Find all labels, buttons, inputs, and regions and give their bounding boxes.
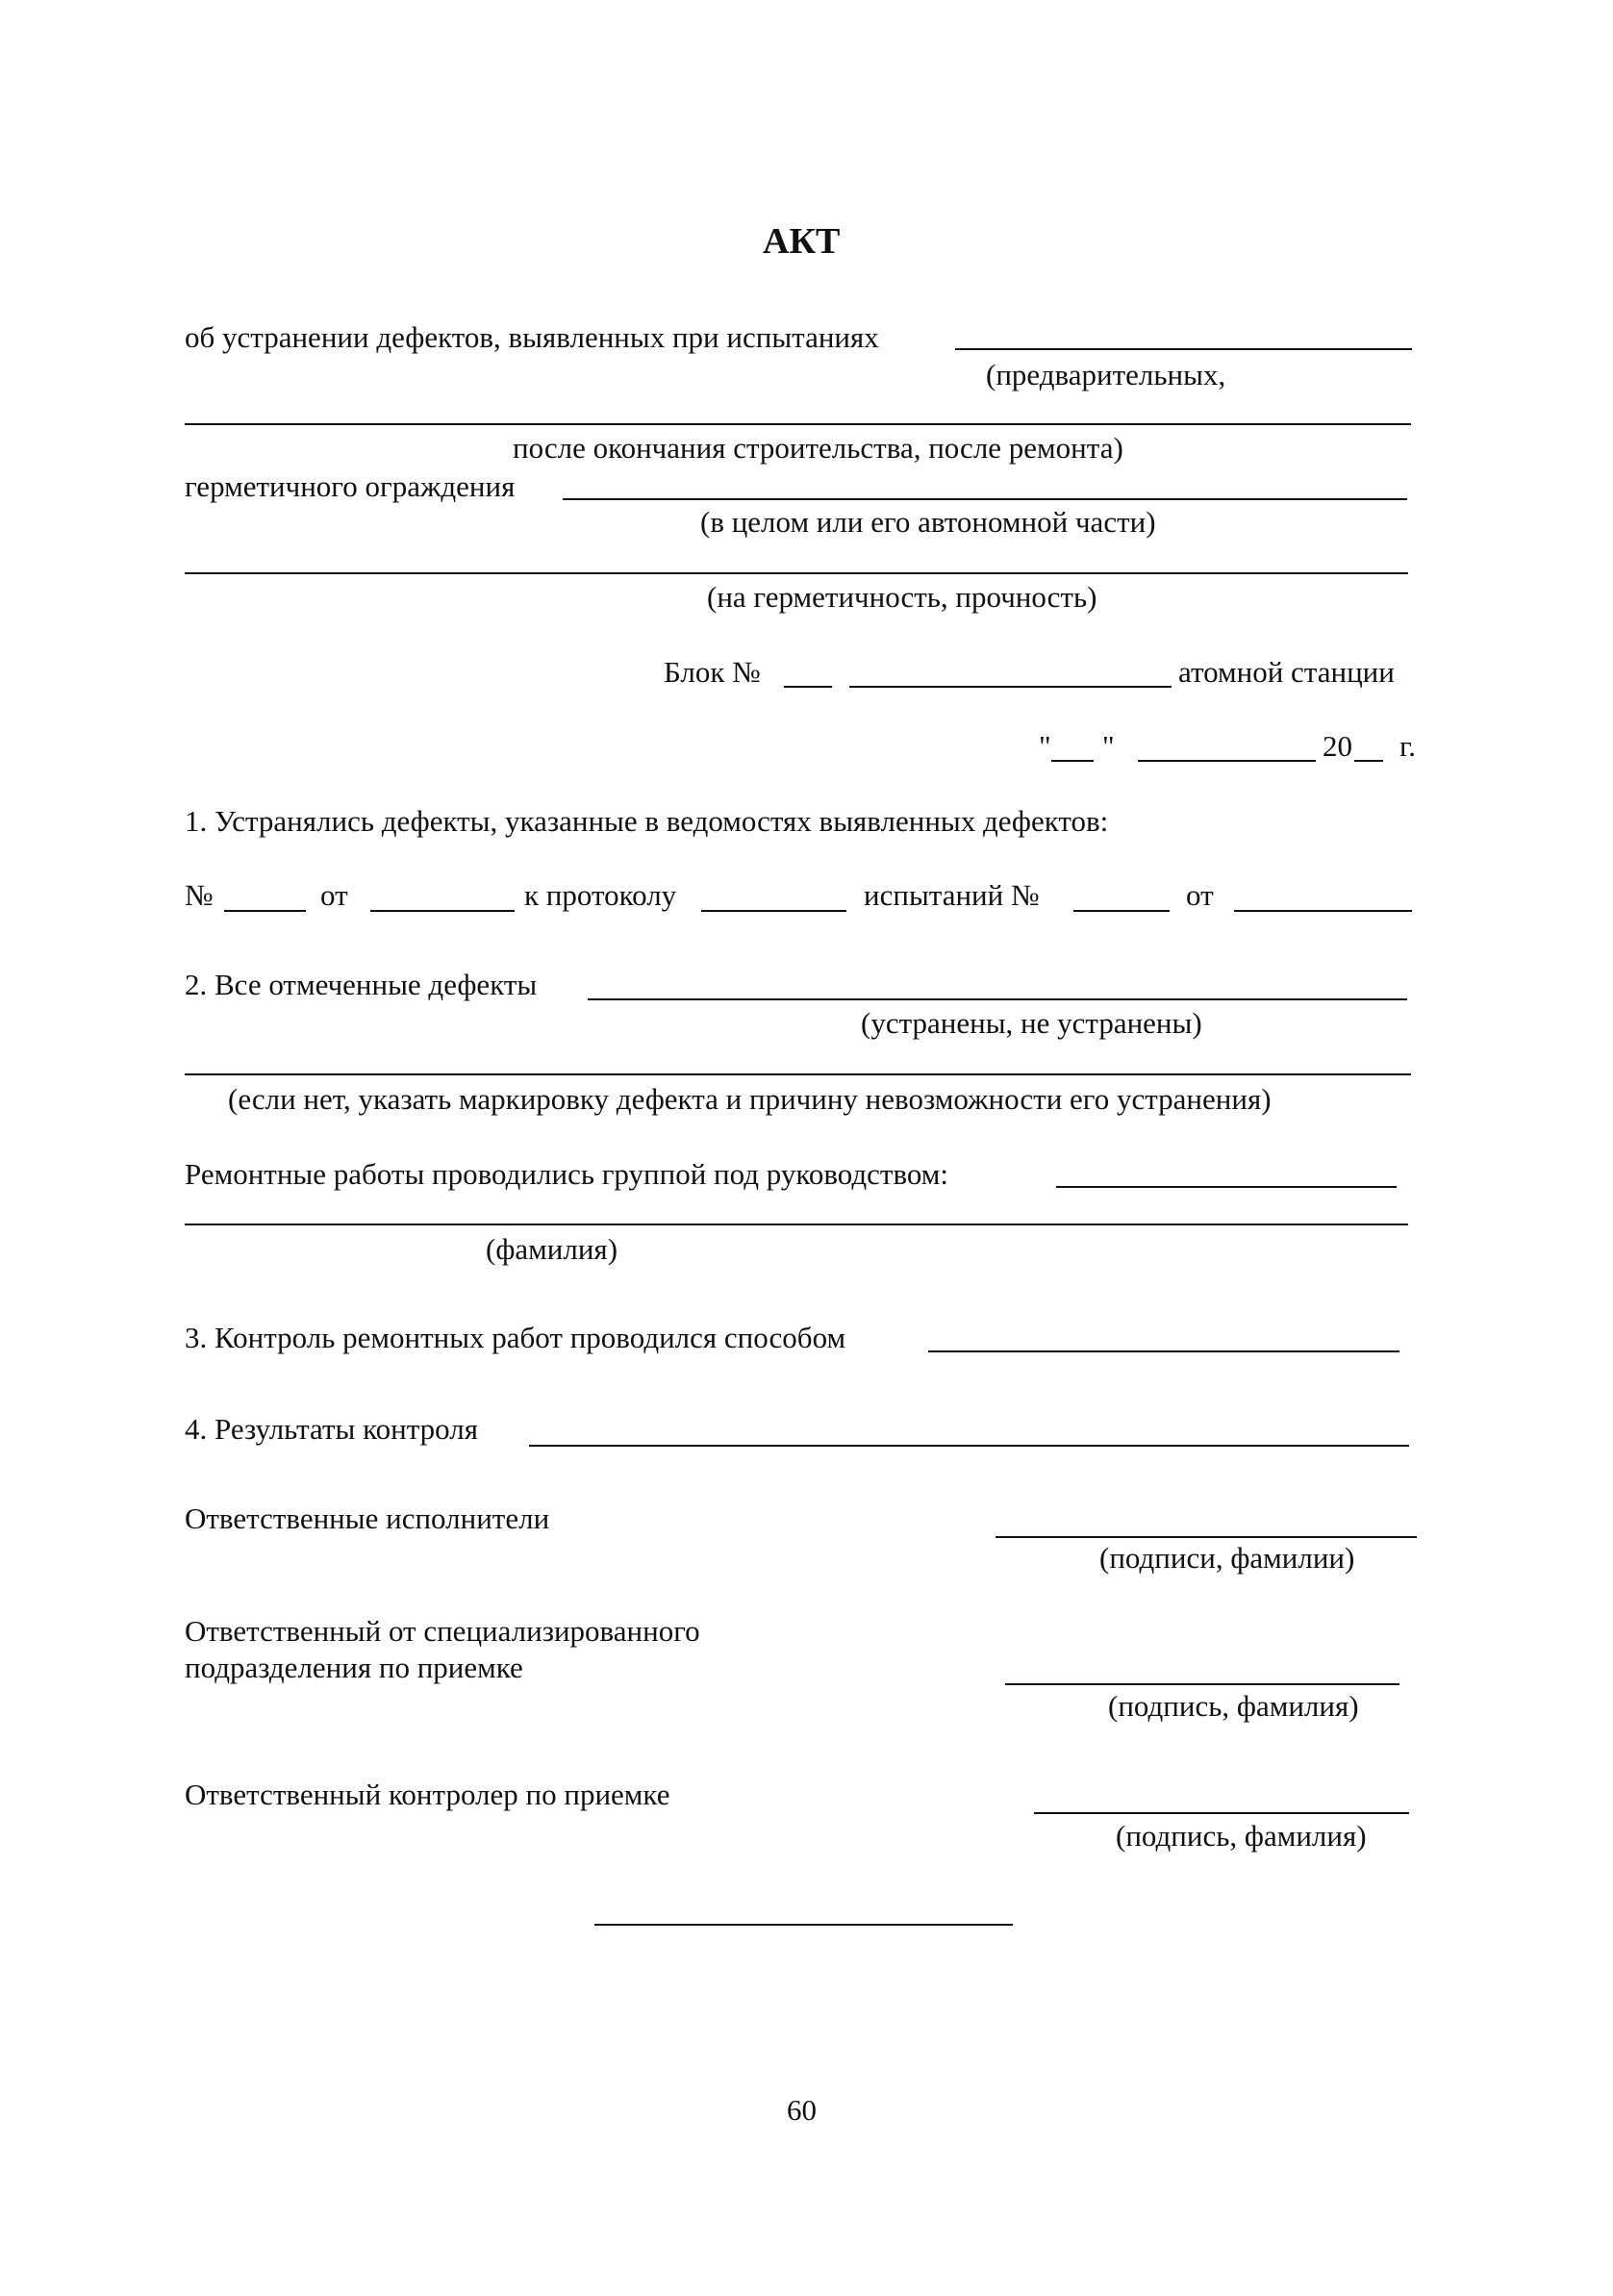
- enclosure-field-cont[interactable]: [185, 572, 1408, 574]
- test-type-field[interactable]: [955, 348, 1412, 350]
- from-label: от: [320, 878, 348, 912]
- item-4-text: 4. Результаты контроля: [185, 1412, 478, 1446]
- test-type-field-cont[interactable]: [185, 423, 1411, 425]
- hint-signature-1: (подпись, фамилия): [1108, 1689, 1359, 1723]
- date-day-field[interactable]: [1051, 760, 1094, 762]
- control-method-field[interactable]: [928, 1350, 1399, 1352]
- hint-after: после окончания строительства, после ремонта): [513, 431, 1123, 465]
- hint-if-not: (если нет, указать маркировку дефекта и причину невозможности его устранения): [228, 1082, 1272, 1116]
- item-3-text: 3. Контроль ремонтных работ проводился способом: [185, 1321, 846, 1354]
- defects-status-field-cont[interactable]: [185, 1073, 1411, 1075]
- item-1-text: 1. Устранялись дефекты, указанные в ведомостях выявленных дефектов:: [185, 804, 1109, 838]
- intro-text: об устранении дефектов, выявленных при испытаниях: [185, 320, 879, 354]
- year-prefix: 20: [1323, 729, 1352, 763]
- repair-group-text: Ремонтные работы проводились группой под руководством:: [185, 1157, 949, 1191]
- tests-number-field[interactable]: [1073, 910, 1170, 912]
- no-label: №: [185, 878, 214, 912]
- station-name-field[interactable]: [849, 686, 1172, 688]
- footer-divider: [594, 1924, 1013, 1926]
- resp-controller-label: Ответственный контролер по приемке: [185, 1778, 670, 1811]
- protocol-field[interactable]: [701, 910, 846, 912]
- enclosure-label: герметичного ограждения: [185, 469, 516, 503]
- date-quote-open: ": [1039, 729, 1051, 763]
- tests-date-field[interactable]: [1234, 910, 1412, 912]
- hint-whole: (в целом или его автономной части): [700, 505, 1156, 539]
- list-date-field[interactable]: [370, 910, 515, 912]
- document-title: АКТ: [763, 221, 841, 262]
- list-number-field[interactable]: [224, 910, 306, 912]
- block-label: Блок №: [664, 655, 761, 689]
- from-label-2: от: [1186, 878, 1214, 912]
- control-results-field[interactable]: [529, 1445, 1409, 1447]
- repair-leader-field[interactable]: [1056, 1186, 1397, 1188]
- block-number-field[interactable]: [784, 686, 832, 688]
- hint-fixed: (устранены, не устранены): [861, 1006, 1202, 1040]
- repair-leader-field-cont[interactable]: [185, 1224, 1408, 1225]
- hint-signature-2: (подпись, фамилия): [1116, 1819, 1367, 1853]
- page-number: 60: [787, 2093, 817, 2127]
- enclosure-field[interactable]: [563, 498, 1407, 500]
- executors-signature-field[interactable]: [996, 1536, 1417, 1538]
- hint-preliminary: (предварительных,: [986, 358, 1226, 391]
- hint-tightness: (на герметичность, прочность): [707, 580, 1097, 614]
- hint-surname: (фамилия): [486, 1232, 618, 1266]
- tests-no-label: испытаний №: [864, 878, 1040, 912]
- resp-dept-label-2: подразделения по приемке: [185, 1651, 523, 1684]
- item-2-text: 2. Все отмеченные дефекты: [185, 968, 538, 1001]
- date-quote-close: ": [1102, 729, 1115, 763]
- controller-signature-field[interactable]: [1034, 1812, 1409, 1814]
- year-field[interactable]: [1354, 760, 1383, 762]
- year-suffix: г.: [1399, 729, 1416, 763]
- station-label: атомной станции: [1178, 655, 1395, 689]
- resp-executors-label: Ответственные исполнители: [185, 1501, 550, 1535]
- protocol-label: к протоколу: [524, 878, 677, 912]
- date-month-field[interactable]: [1138, 760, 1316, 762]
- defects-status-field[interactable]: [588, 998, 1407, 1000]
- resp-dept-label-1: Ответственный от специализированного: [185, 1614, 700, 1648]
- dept-signature-field[interactable]: [1005, 1683, 1399, 1685]
- hint-signatures: (подписи, фамилии): [1099, 1541, 1355, 1575]
